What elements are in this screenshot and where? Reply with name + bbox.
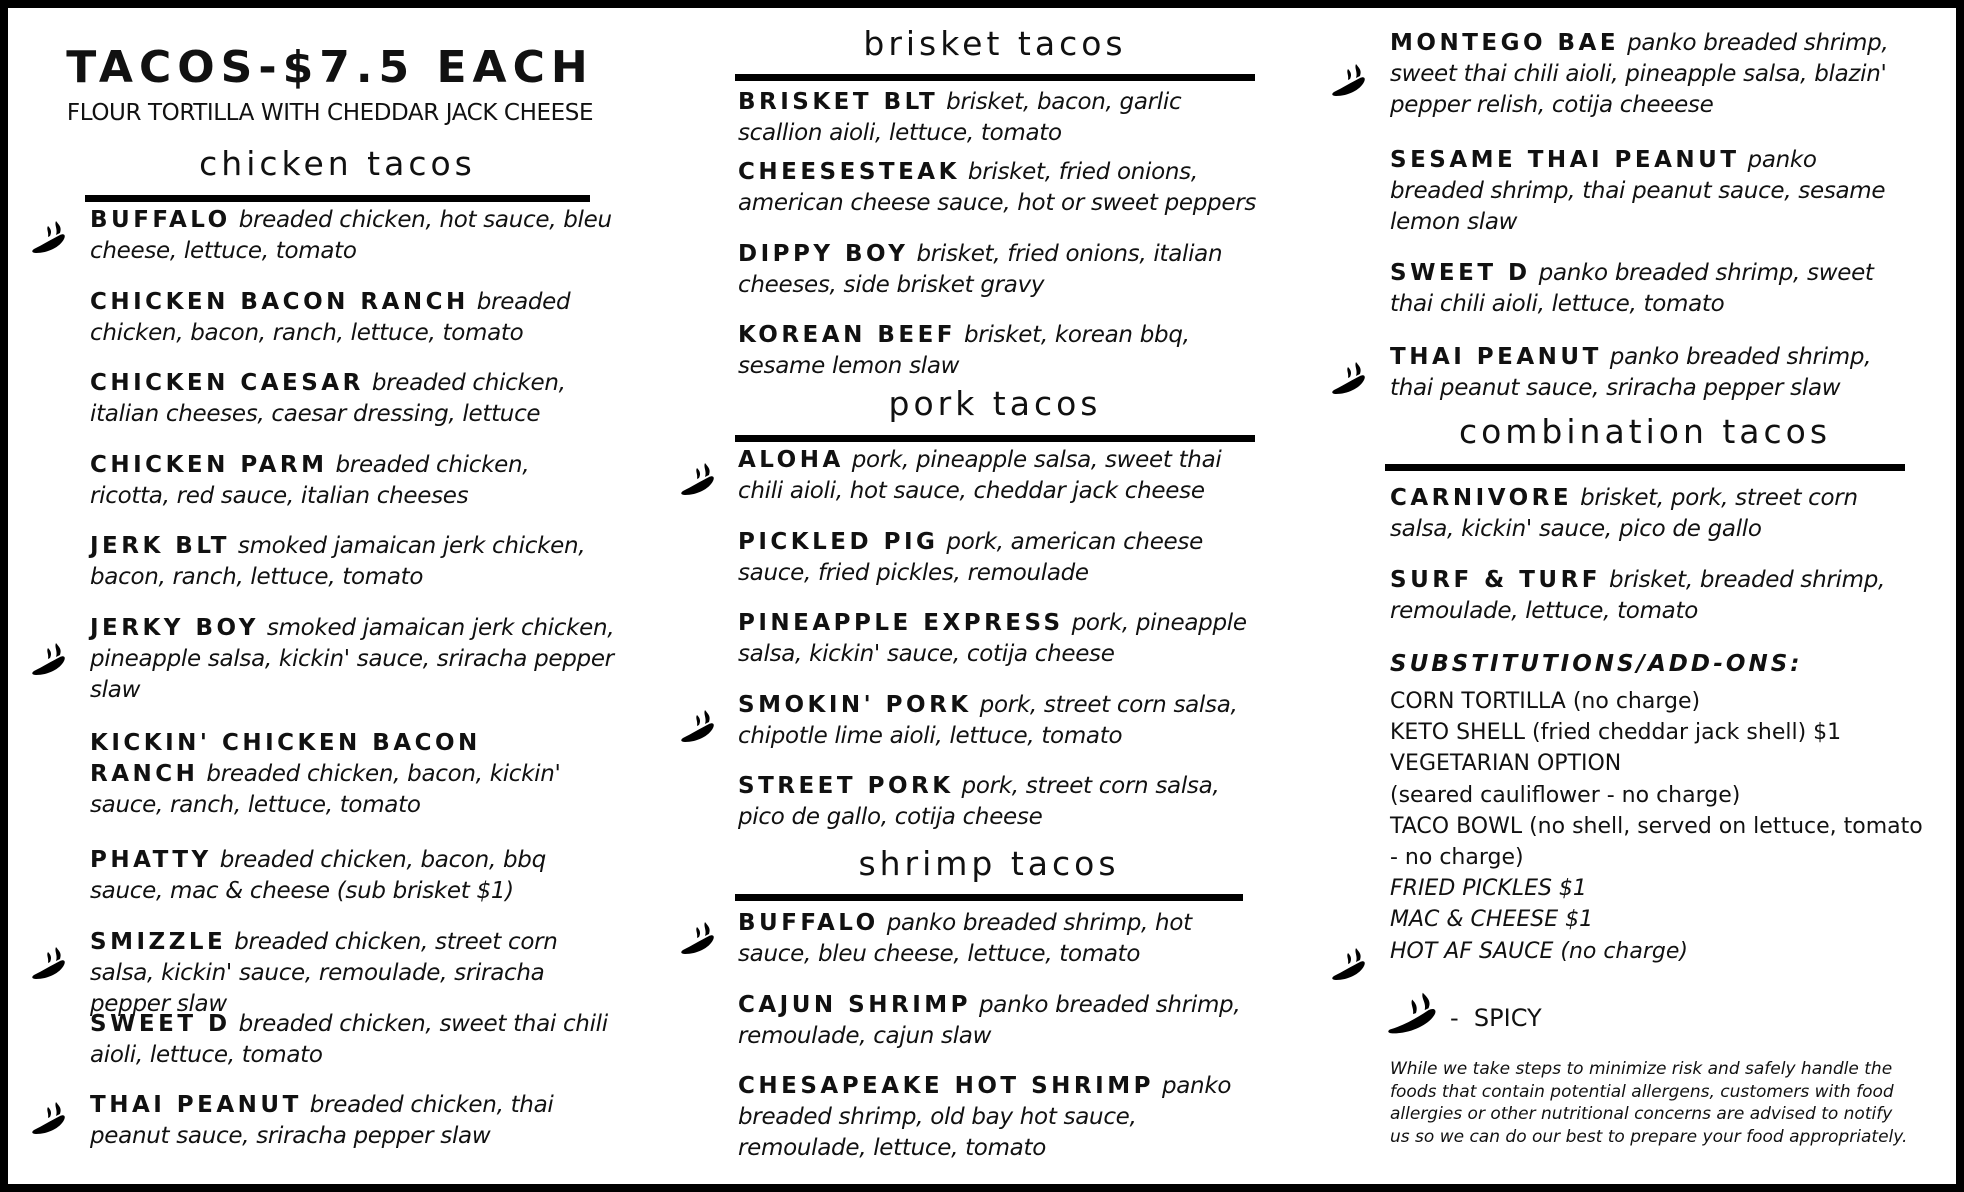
combination-menu-item — [1390, 483, 1910, 545]
menu-item-description: brisket, pork, street corn salsa, kickin' sauce, pico de gallo — [1390, 485, 1858, 542]
menu-item-name: CARNIVORE — [1390, 485, 1573, 511]
brisket-section-title: brisket tacos — [863, 24, 1127, 63]
substitution-line: KETO SHELL (fried cheddar jack shell) $1 — [1390, 720, 1842, 746]
menu-item-description: breaded chicken, hot sauce, bleu cheese, lettuce, tomato — [90, 207, 612, 264]
menu-item-description: brisket, bacon, garlic scallion aioli, lettuce, tomato — [738, 89, 1182, 146]
chicken-section-rule — [85, 195, 590, 202]
menu-item-description: panko breaded shrimp, hot sauce, bleu cheese, lettuce, tomato — [738, 910, 1192, 967]
chili-pepper-icon — [28, 943, 72, 987]
menu-item-name: STREET PORK — [738, 773, 954, 799]
combination-section-rule — [1385, 464, 1905, 471]
shrimp-menu-item — [1390, 28, 1910, 121]
menu-item-description: brisket, fried onions, american cheese sauce, hot or sweet peppers — [738, 159, 1257, 216]
menu-item-description: smoked jamaican jerk chicken, bacon, ranch, lettuce, tomato — [90, 533, 586, 590]
shrimp-menu-item — [738, 1071, 1268, 1164]
menu-item-name: KICKIN' CHICKEN BACON RANCH — [90, 730, 481, 787]
chicken-menu-item — [90, 450, 615, 512]
chili-pepper-icon — [677, 918, 721, 962]
menu-item-description: breaded chicken, sweet thai chili aioli, lettuce, tomato — [90, 1011, 608, 1068]
menu-item-name: PHATTY — [90, 847, 212, 873]
menu-item-name: CHEESESTEAK — [738, 159, 960, 185]
chicken-menu-item — [90, 368, 615, 430]
menu-item-name: CHICKEN CAESAR — [90, 370, 364, 396]
pork-menu-item — [738, 771, 1268, 833]
shrimp-menu-item — [1390, 342, 1910, 404]
brisket-menu-item — [738, 239, 1268, 301]
chili-pepper-icon — [1328, 60, 1372, 104]
menu-item-name: DIPPY BOY — [738, 241, 909, 267]
menu-subtitle: FLOUR TORTILLA WITH CHEDDAR JACK CHEESE — [66, 100, 594, 126]
menu-item-name: SMIZZLE — [90, 929, 227, 955]
substitution-line: VEGETARIAN OPTION — [1390, 751, 1622, 777]
menu-item-name: CHESAPEAKE HOT SHRIMP — [738, 1073, 1154, 1099]
menu-item-name: SURF & TURF — [1390, 567, 1602, 593]
brisket-menu-item — [738, 320, 1268, 382]
shrimp-menu-item — [738, 908, 1268, 970]
legend-chili-icon — [1386, 990, 1444, 1040]
menu-item-name: BUFFALO — [90, 207, 231, 233]
menu-item-description: pork, pineapple salsa, sweet thai chili aioli, hot sauce, cheddar jack cheese — [738, 447, 1222, 504]
shrimp-menu-item — [1390, 258, 1910, 320]
brisket-section-rule — [735, 74, 1255, 81]
menu-item-description: breaded chicken, bacon, ranch, lettuce, tomato — [90, 289, 571, 346]
pork-section-rule — [735, 435, 1255, 442]
menu-item-name: SMOKIN' PORK — [738, 692, 972, 718]
menu-item-name: KOREAN BEEF — [738, 322, 956, 348]
combination-menu-item — [1390, 565, 1910, 627]
chicken-menu-item — [90, 613, 615, 706]
menu-item-name: ALOHA — [738, 447, 844, 473]
menu-item-description: panko breaded shrimp, sweet thai chili aioli, pineapple salsa, blazin' pepper relish, cotija cheeese — [1390, 30, 1889, 118]
menu-item-description: breaded chicken, ricotta, red sauce, italian cheeses — [90, 452, 530, 509]
shrimp-menu-item — [738, 990, 1268, 1052]
chicken-menu-item — [90, 927, 615, 1020]
chicken-menu-item — [90, 531, 615, 593]
menu-item-description: breaded chicken, bacon, bbq sauce, mac & cheese (sub brisket $1) — [90, 847, 546, 904]
shrimp-menu-item — [1390, 145, 1910, 238]
menu-item-description: pork, pineapple salsa, kickin' sauce, cotija cheese — [738, 610, 1247, 667]
menu-item-name: SESAME THAI PEANUT — [1390, 147, 1740, 173]
menu-item-name: THAI PEANUT — [1390, 344, 1602, 370]
combination-section-title: combination tacos — [1458, 412, 1832, 451]
shrimp-section-title: shrimp tacos — [858, 844, 1120, 883]
menu-item-name: CAJUN SHRIMP — [738, 992, 971, 1018]
brisket-menu-item — [738, 87, 1268, 149]
pork-menu-item — [738, 445, 1268, 507]
menu-item-description: breaded chicken, street corn salsa, kickin' sauce, remoulade, sriracha pepper slaw — [90, 929, 558, 1017]
menu-item-name: SWEET D — [90, 1011, 231, 1037]
substitution-line: HOT AF SAUCE (no charge) — [1390, 938, 1688, 964]
menu-item-description: pork, street corn salsa, chipotle lime aioli, lettuce, tomato — [738, 692, 1238, 749]
chicken-menu-item — [90, 845, 615, 907]
substitution-line: - no charge) — [1390, 845, 1524, 870]
menu-item-name: PICKLED PIG — [738, 529, 939, 555]
chicken-menu-item — [90, 205, 615, 267]
menu-item-name: CHICKEN BACON RANCH — [90, 289, 469, 315]
menu-item-description: pork, american cheese sauce, fried pickles, remoulade — [738, 529, 1203, 586]
chicken-menu-item — [90, 287, 615, 349]
menu-item-name: JERK BLT — [90, 533, 230, 559]
menu-item-description: breaded chicken, italian cheeses, caesar dressing, lettuce — [90, 370, 566, 427]
chicken-menu-item — [90, 1009, 615, 1071]
menu-item-name: MONTEGO BAE — [1390, 30, 1620, 56]
chili-pepper-icon — [1328, 358, 1372, 402]
menu-item-description: brisket, breaded shrimp, remoulade, lettuce, tomato — [1390, 567, 1886, 624]
menu-item-name: BRISKET BLT — [738, 89, 939, 115]
menu-item-name: BUFFALO — [738, 910, 879, 936]
chicken-menu-item — [90, 1090, 615, 1152]
hot-af-sauce-chili-icon — [1328, 944, 1372, 988]
menu-item-name: PINEAPPLE EXPRESS — [738, 610, 1064, 636]
menu-item-name: THAI PEANUT — [90, 1092, 302, 1118]
menu-item-name: JERKY BOY — [90, 615, 259, 641]
substitution-line: CORN TORTILLA (no charge) — [1390, 689, 1701, 714]
menu-item-description: panko breaded shrimp, thai peanut sauce, sesame lemon slaw — [1390, 147, 1886, 235]
pork-section-title: pork tacos — [888, 384, 1102, 423]
menu-item-name: SWEET D — [1390, 260, 1531, 286]
menu-item-description: brisket, fried onions, italian cheeses, side brisket gravy — [738, 241, 1223, 298]
brisket-menu-item — [738, 157, 1268, 219]
chicken-section-title: chicken tacos — [199, 144, 476, 183]
chicken-menu-item — [90, 728, 615, 821]
menu-item-description: breaded chicken, thai peanut sauce, sriracha pepper slaw — [90, 1092, 554, 1149]
substitution-line: MAC & CHEESE $1 — [1390, 907, 1594, 933]
menu-item-name: CHICKEN PARM — [90, 452, 328, 478]
chili-pepper-icon — [677, 706, 721, 750]
menu-title: TACOS-$7.5 EACH — [66, 42, 594, 93]
pork-menu-item — [738, 527, 1268, 589]
menu-item-description: pork, street corn salsa, pico de gallo, cotija cheese — [738, 773, 1220, 830]
legend-spicy-label: - SPICY — [1450, 1004, 1542, 1032]
chili-pepper-icon — [677, 459, 721, 503]
substitutions-title: SUBSTITUTIONS/ADD-ONS: — [1390, 651, 1803, 677]
substitution-line: TACO BOWL (no shell, served on lettuce, tomato — [1390, 813, 1923, 839]
chili-pepper-icon — [28, 1098, 72, 1142]
allergen-disclaimer: While we take steps to minimize risk and safely handle the foods that contain potential allergens, customers with food allergies or other nutritional concerns are advised to notify us so we can do our best to prepare your food appropriately. — [1390, 1059, 1908, 1147]
shrimp-section-rule — [735, 894, 1243, 901]
menu-item-description: smoked jamaican jerk chicken, pineapple salsa, kickin' sauce, sriracha pepper slaw — [90, 615, 615, 703]
menu-item-description: panko breaded shrimp, thai peanut sauce, sriracha pepper slaw — [1390, 344, 1872, 401]
substitution-line: (seared cauliflower - no charge) — [1390, 782, 1741, 808]
menu-item-description: panko breaded shrimp, remoulade, cajun slaw — [738, 992, 1241, 1049]
menu-item-description: brisket, korean bbq, sesame lemon slaw — [738, 322, 1190, 379]
substitution-line: FRIED PICKLES $1 — [1390, 876, 1587, 902]
menu-item-description: panko breaded shrimp, old bay hot sauce, remoulade, lettuce, tomato — [738, 1073, 1232, 1161]
pork-menu-item — [738, 608, 1268, 670]
chili-pepper-icon — [28, 639, 72, 683]
pork-menu-item — [738, 690, 1268, 752]
menu-item-description: panko breaded shrimp, sweet thai chili aioli, lettuce, tomato — [1390, 260, 1874, 317]
chili-pepper-icon — [28, 217, 72, 261]
menu-item-description: breaded chicken, bacon, kickin' sauce, ranch, lettuce, tomato — [90, 761, 561, 818]
